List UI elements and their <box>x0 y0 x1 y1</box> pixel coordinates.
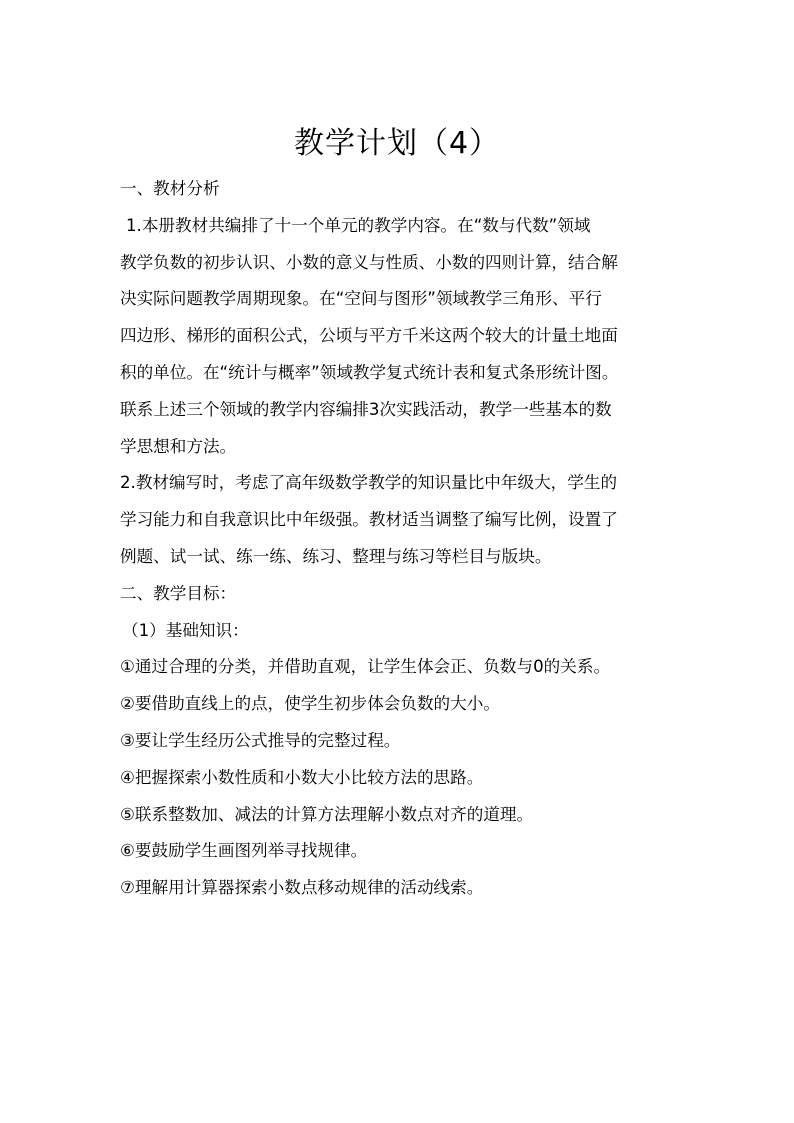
subsection-heading: （1）基础知识： <box>122 620 249 640</box>
page-title: 教学计划（4） <box>293 126 501 161</box>
paragraph-line: 学习能力和自我意识比中年级强。教材适当调整了编写比例，设置了 <box>120 510 618 530</box>
paragraph-line: 四边形、梯形的面积公式，公顷与平方千米这两个较大的计量土地面 <box>120 326 618 346</box>
paragraph-line: 教学负数的初步认识、小数的意义与性质、小数的四则计算，结合解 <box>120 252 618 272</box>
section-heading: 二、教学目标： <box>120 583 237 603</box>
list-item: ⑦理解用计算器探索小数点移动规律的活动线索。 <box>120 878 484 898</box>
paragraph-line: 积的单位。在“统计与概率”领域教学复式统计表和复式条形统计图。 <box>120 362 619 382</box>
list-item: ⑥要鼓励学生画图列举寻找规律。 <box>120 841 368 861</box>
paragraph-line: 例题、试一试、练一练、练习、整理与练习等栏目与版块。 <box>120 546 552 566</box>
list-item: ③要让学生经历公式推导的完整过程。 <box>120 730 401 750</box>
list-item: ②要借助直线上的点，使学生初步体会负数的大小。 <box>120 694 500 714</box>
paragraph-line: 1.本册教材共编排了十一个单元的教学内容。在“数与代数”领域 <box>126 215 591 235</box>
list-item: ①通过合理的分类，并借助直观，让学生体会正、负数与0的关系。 <box>120 657 611 677</box>
document-body <box>120 171 676 907</box>
list-item: ④把握探索小数性质和小数大小比较方法的思路。 <box>120 767 484 787</box>
paragraph-line: 2.教材编写时，考虑了高年级数学教学的知识量比中年级大，学生的 <box>120 473 618 493</box>
paragraph-line: 学思想和方法。 <box>120 436 237 456</box>
paragraph-line: 联系上述三个领域的教学内容编排3次实践活动，教学一些基本的数 <box>120 399 612 419</box>
paragraph-line: 决实际问题教学周期现象。在“空间与图形”领域教学三角形、平行 <box>120 289 602 309</box>
section-heading: 一、教材分析 <box>120 179 220 198</box>
list-item: ⑤联系整数加、减法的计算方法理解小数点对齐的道理。 <box>120 804 534 824</box>
